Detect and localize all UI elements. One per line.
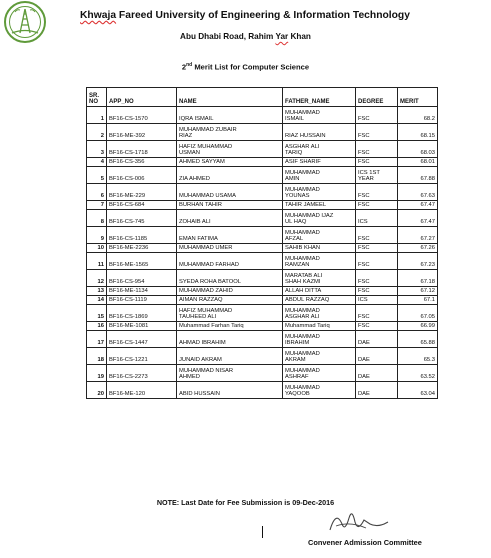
header-degree: DEGREE [356,88,398,107]
table-row [87,107,438,124]
merit-list-table [86,87,438,399]
table-row [87,201,438,210]
cell-merit: 66.99 [398,322,438,331]
cell-sr-no: 20 [87,382,107,399]
cell-app-no: BF16-CS-356 [107,158,177,167]
cell-name: IQRA ISMAIL [177,107,283,124]
cell-name: AIMAN RAZZAQ [177,296,283,305]
cell-merit: 68.15 [398,124,438,141]
cell-sr-no: 12 [87,270,107,287]
table-row [87,167,438,184]
header-app-no: APP_NO [107,88,177,107]
cell-app-no: BF16-CS-006 [107,167,177,184]
table-row [87,348,438,365]
cell-degree: DAE [356,331,398,348]
header-sr-no: SR. NO [87,88,107,107]
cell-degree: FSC [356,141,398,158]
cell-father-name: ASGHAR ALI TARIQ [283,141,356,158]
cell-merit: 67.27 [398,227,438,244]
cell-app-no: BF16-ME-229 [107,184,177,201]
cell-sr-no: 8 [87,210,107,227]
cell-father-name: ABDUL RAZZAQ [283,296,356,305]
cell-name: Muhammad Farhan Tariq [177,322,283,331]
cell-degree: FSC [356,244,398,253]
cell-app-no: BF16-CS-1221 [107,348,177,365]
table-row [87,244,438,253]
cell-sr-no: 10 [87,244,107,253]
cell-sr-no: 13 [87,287,107,296]
cell-merit: 67.12 [398,287,438,296]
cell-degree: FSC [356,107,398,124]
cell-degree: ICS [356,210,398,227]
table-row [87,158,438,167]
table-row [87,296,438,305]
table-row [87,287,438,296]
cell-app-no: BF16-ME-1081 [107,322,177,331]
cell-degree: FSC [356,124,398,141]
cell-father-name: MUHAMMAD AMIN [283,167,356,184]
cell-degree: FSC [356,158,398,167]
header-merit: MERIT [398,88,438,107]
cell-name: MUHAMMAD UMER [177,244,283,253]
cell-name: MUHAMMAD FARHAD [177,253,283,270]
cell-merit: 67.47 [398,201,438,210]
cell-degree: FSC [356,270,398,287]
table-row [87,322,438,331]
cell-name: HAFIZ MUHAMMAD TAUHEED ALI [177,305,283,322]
cell-sr-no: 11 [87,253,107,270]
cell-app-no: BF16-CS-954 [107,270,177,287]
cell-app-no: BF16-ME-392 [107,124,177,141]
cell-sr-no: 15 [87,305,107,322]
cell-father-name: ALLAH DITTA [283,287,356,296]
cell-father-name: MUHAMMAD IJAZ UL HAQ [283,210,356,227]
header-name: NAME [177,88,283,107]
table-row [87,270,438,287]
cell-father-name: MUHAMMAD IBRAHIM [283,331,356,348]
cell-father-name: MUHAMMAD YOUNAS [283,184,356,201]
cell-merit: 63.52 [398,365,438,382]
cell-merit: 67.47 [398,210,438,227]
cell-sr-no: 19 [87,365,107,382]
table-row [87,253,438,270]
cell-name: BURHAN TAHIR [177,201,283,210]
table-row [87,184,438,201]
cell-app-no: BF16-ME-1134 [107,287,177,296]
cell-merit: 68.2 [398,107,438,124]
cell-sr-no: 18 [87,348,107,365]
cell-sr-no: 14 [87,296,107,305]
merit-table-body [87,107,438,399]
cell-merit: 67.88 [398,167,438,184]
cell-sr-no: 5 [87,167,107,184]
cell-father-name: RIAZ HUSSAIN [283,124,356,141]
cell-sr-no: 9 [87,227,107,244]
cell-merit: 67.1 [398,296,438,305]
cell-name: ZIA AHMED [177,167,283,184]
cell-degree: ICS 1ST YEAR [356,167,398,184]
cell-degree: FSC [356,201,398,210]
cell-app-no: BF16-ME-120 [107,382,177,399]
table-row [87,382,438,399]
cell-name: ZOHAIB ALI [177,210,283,227]
cell-name: AHMAD IBRAHIM [177,331,283,348]
cell-app-no: BF16-CS-2273 [107,365,177,382]
cell-merit: 67.05 [398,305,438,322]
cell-merit: 65.3 [398,348,438,365]
university-address: Abu Dhabi Road, Rahim Yar Khan [180,32,311,41]
cell-degree: DAE [356,365,398,382]
cell-name: MUHAMMAD ZAHID [177,287,283,296]
cell-sr-no: 17 [87,331,107,348]
cell-merit: 68.01 [398,158,438,167]
table-row [87,331,438,348]
cell-merit: 65.88 [398,331,438,348]
cell-father-name: ASIF SHARIF [283,158,356,167]
table-row [87,124,438,141]
signature-icon [326,506,396,536]
table-row [87,227,438,244]
cell-app-no: BF16-ME-1565 [107,253,177,270]
text-cursor [262,526,263,538]
cell-app-no: BF16-CS-1185 [107,227,177,244]
university-name: Khwaja Fareed University of Engineering & Information Technology [80,10,410,21]
table-row [87,210,438,227]
cell-app-no: BF16-CS-1718 [107,141,177,158]
cell-father-name: MUHAMMAD ASGHAR ALI [283,305,356,322]
cell-merit: 63.04 [398,382,438,399]
cell-merit: 67.26 [398,244,438,253]
cell-father-name: MUHAMMAD ISMAIL [283,107,356,124]
cell-name: EMAN FATIMA [177,227,283,244]
cell-degree: DAE [356,382,398,399]
cell-sr-no: 16 [87,322,107,331]
cell-degree: DAE [356,348,398,365]
cell-sr-no: 2 [87,124,107,141]
cell-sr-no: 4 [87,158,107,167]
cell-name: MUHAMMAD USAMA [177,184,283,201]
cell-father-name: MARATAB ALI SHAH KAZMI [283,270,356,287]
cell-app-no: BF16-CS-1447 [107,331,177,348]
cell-father-name: MUHAMMAD AFZAL [283,227,356,244]
cell-name: SYEDA ROHA BATOOL [177,270,283,287]
table-row [87,365,438,382]
table-row [87,305,438,322]
cell-merit: 68.03 [398,141,438,158]
table-row [87,141,438,158]
merit-list-title: 2nd Merit List for Computer Science [181,62,310,72]
cell-degree: FSC [356,305,398,322]
cell-degree: FSC [356,184,398,201]
convener-signoff: Convener Admission Committee [308,538,422,547]
cell-merit: 67.63 [398,184,438,201]
cell-father-name: MUHAMMAD RAMZAN [283,253,356,270]
cell-degree: FSC [356,227,398,244]
cell-merit: 67.23 [398,253,438,270]
cell-degree: FSC [356,253,398,270]
cell-father-name: MUHAMMAD YAQOOB [283,382,356,399]
cell-father-name: Muhammad Tariq [283,322,356,331]
cell-name: HAFIZ MUHAMMAD USMAN [177,141,283,158]
cell-name: JUNAID AKRAM [177,348,283,365]
cell-app-no: BF16-ME-2236 [107,244,177,253]
cell-sr-no: 6 [87,184,107,201]
header-father-name: FATHER_NAME [283,88,356,107]
cell-app-no: BF16-CS-1869 [107,305,177,322]
cell-father-name: TAHIR JAMEEL [283,201,356,210]
cell-name: MUHAMMAD NISAR AHMED [177,365,283,382]
cell-app-no: BF16-CS-1570 [107,107,177,124]
cell-app-no: BF16-CS-684 [107,201,177,210]
cell-name: ABID HUSSAIN [177,382,283,399]
cell-app-no: BF16-CS-745 [107,210,177,227]
cell-app-no: BF16-CS-1119 [107,296,177,305]
cell-degree: FSC [356,322,398,331]
cell-degree: ICS [356,296,398,305]
table-header-row [87,88,438,107]
cell-sr-no: 7 [87,201,107,210]
fee-submission-note: NOTE: Last Date for Fee Submission is 09-Dec-2016 [156,498,335,507]
cell-father-name: MUHAMMAD ASHRAF [283,365,356,382]
cell-father-name: MUHAMMAD AKRAM [283,348,356,365]
cell-father-name: SAHIB KHAN [283,244,356,253]
cell-name: AHMED SAYYAM [177,158,283,167]
cell-merit: 67.18 [398,270,438,287]
cell-sr-no: 1 [87,107,107,124]
cell-sr-no: 3 [87,141,107,158]
cell-degree: FSC [356,287,398,296]
cell-name: MUHAMMAD ZUBAIR RIAZ [177,124,283,141]
